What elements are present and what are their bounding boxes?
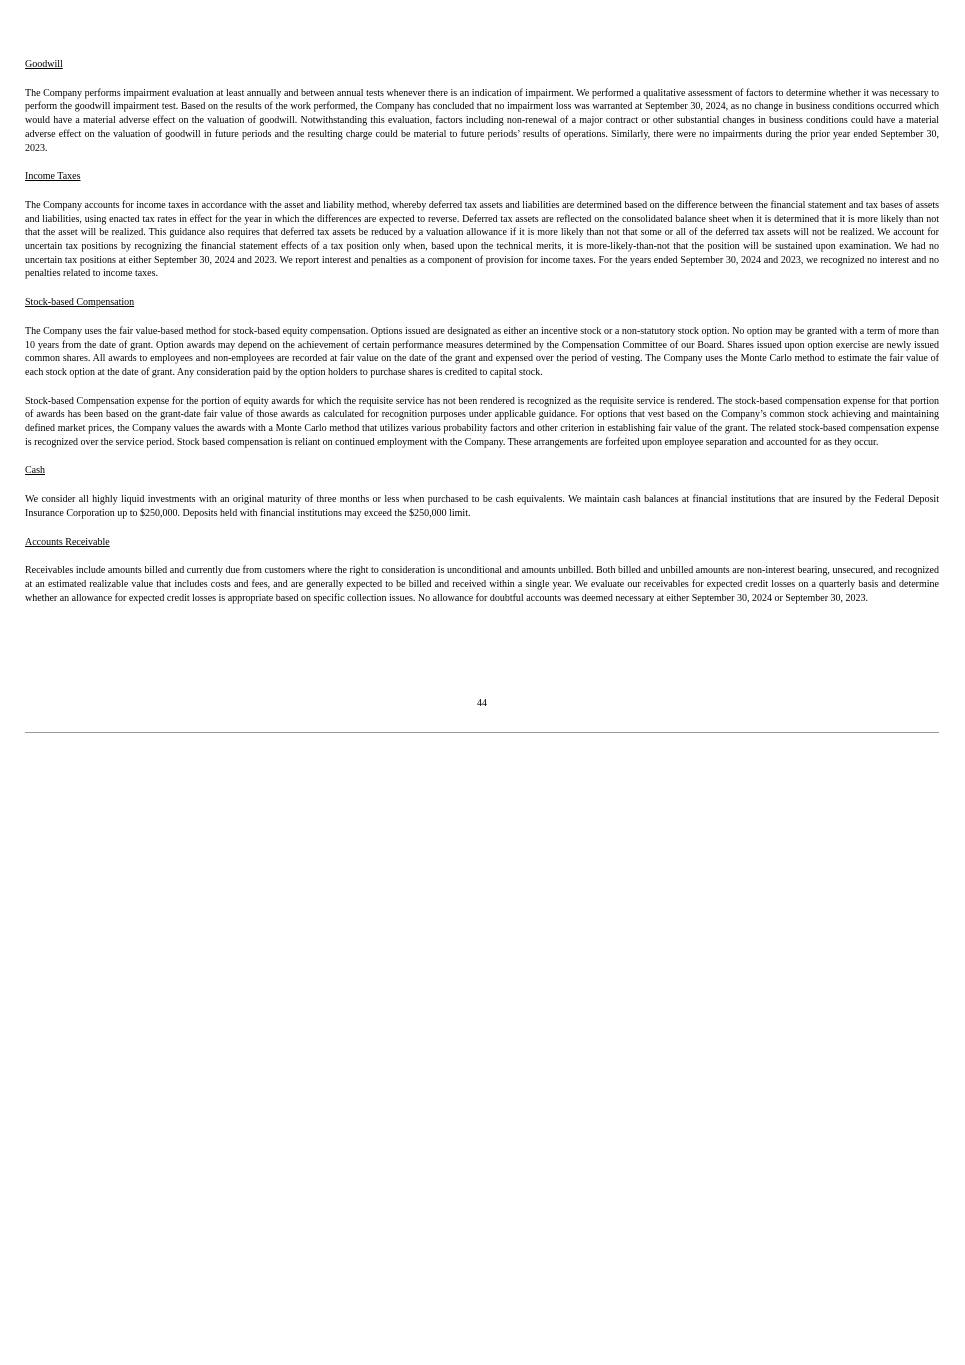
- income-taxes-heading: Income Taxes: [25, 171, 81, 183]
- stock-based-compensation-paragraph-2: Stock-based Compensation expense for the portion of equity awards for which the requisite service has not been rendered is recognized as the requisite service is rendered. The stock-based compensation expense for that portion of awards has been based on the grant-date fair value of those awards as calculated for recognition purposes under applicable guidance. For options that vest based on the Company’s common stock achieving and maintaining defined market prices, the Company values the awards with a Monte Carlo method that utilizes various probability factors and other criterion in establishing fair value of the grant. The related stock-based compensation expense is recognized over the service period. Stock based compensation is reliant on continued employment with the Company. These arrangements are forfeited upon employee separation and accounted for as they occur.: [25, 395, 939, 448]
- goodwill-paragraph: The Company performs impairment evaluation at least annually and between annual tests whenever there is an indication of impairment. We performed a qualitative assessment of factors to determine whether it was necessary to perform the goodwill impairment test. Based on the results of the work performed, the Company has concluded that no impairment loss was warranted at September 30, 2024, as no change in business conditions occurred which would have a material adverse effect on the valuation of goodwill. Notwithstanding this evaluation, factors including non-renewal of a major contract or other substantial changes in business conditions could have a material adverse effect on the valuation of goodwill in future periods and the resulting charge could be material to future periods’ results of operations. Similarly, there were no impairments during the prior year ended September 30, 2023.: [25, 87, 939, 154]
- stock-based-compensation-paragraph-1: The Company uses the fair value-based method for stock-based equity compensation. Options issued are designated as either an incentive stock or a non-statutory stock option. No option may be granted with a term of more than 10 years from the date of grant. Option awards may depend on the achievement of certain performance measures determined by the Compensation Committee of our Board. Shares issued upon option exercise are newly issued common shares. All awards to employees and non-employees are recorded at fair value on the date of the grant and expensed over the period of vesting. The Company uses the Monte Carlo method to estimate the fair value of each stock option at the date of grant. Any consideration paid by the option holders to purchase shares is credited to capital stock.: [25, 325, 939, 378]
- income-taxes-section: [25, 170, 939, 281]
- goodwill-section: [25, 58, 939, 155]
- goodwill-heading: Goodwill: [25, 59, 63, 70]
- cash-heading: Cash: [25, 465, 45, 477]
- accounts-receivable-paragraph: Receivables include amounts billed and currently due from customers where the right to consideration is unconditional and amounts unbilled. Both billed and unbilled amounts are non-interest bearing, unsecured, and recognized at an estimated realizable value that includes costs and fees, and are generally expected to be billed and received within a single year. We evaluate our receivables for expected credit losses on a quarterly basis and determine whether an allowance for expected credit losses is appropriate based on specific collection issues. No allowance for doubtful accounts was deemed necessary at either September 30, 2024 or September 30, 2023.: [25, 565, 939, 604]
- stock-based-compensation-heading: Stock-based Compensation: [25, 297, 135, 309]
- accounts-receivable-heading: Accounts Receivable: [25, 536, 110, 548]
- page-number: 44: [477, 698, 487, 709]
- income-taxes-paragraph: The Company accounts for income taxes in accordance with the asset and liability method, whereby deferred tax assets and liabilities are determined based on the difference between the financial statement and tax bases of assets and liabilities, using enacted tax rates in effect for the year in which the differences are expected to reverse. Deferred tax assets are reflected on the consolidated balance sheet when it is determined that it is more likely than not that the asset will be realized. This guidance also requires that deferred tax assets be reduced by a valuation allowance if it is more likely than not that some or all of the deferred tax assets will not be realized. We account for uncertain tax positions by recognizing the financial statement effects of a tax position only when, based upon the technical merits, it is more-likely-than-not that the position will be sustained upon examination. We had no uncertain tax positions at either September 30, 2024 and 2023. We report interest and penalties as a component of provision for income taxes. For the years ended September 30, 2024 and 2023, we recognized no interest and no penalties related to income taxes.: [25, 199, 939, 280]
- cash-paragraph: We consider all highly liquid investments with an original maturity of three months or less when purchased to be cash equivalents. We maintain cash balances at financial institutions that are insured by the Federal Deposit Insurance Corporation up to $250,000. Deposits held with financial institutions may exceed the $250,000 limit.: [25, 494, 939, 519]
- page-divider: [25, 732, 939, 733]
- accounts-receivable-section: [25, 536, 939, 606]
- document-page: [25, 58, 939, 620]
- stock-based-compensation-section: [25, 296, 939, 449]
- cash-section: [25, 464, 939, 520]
